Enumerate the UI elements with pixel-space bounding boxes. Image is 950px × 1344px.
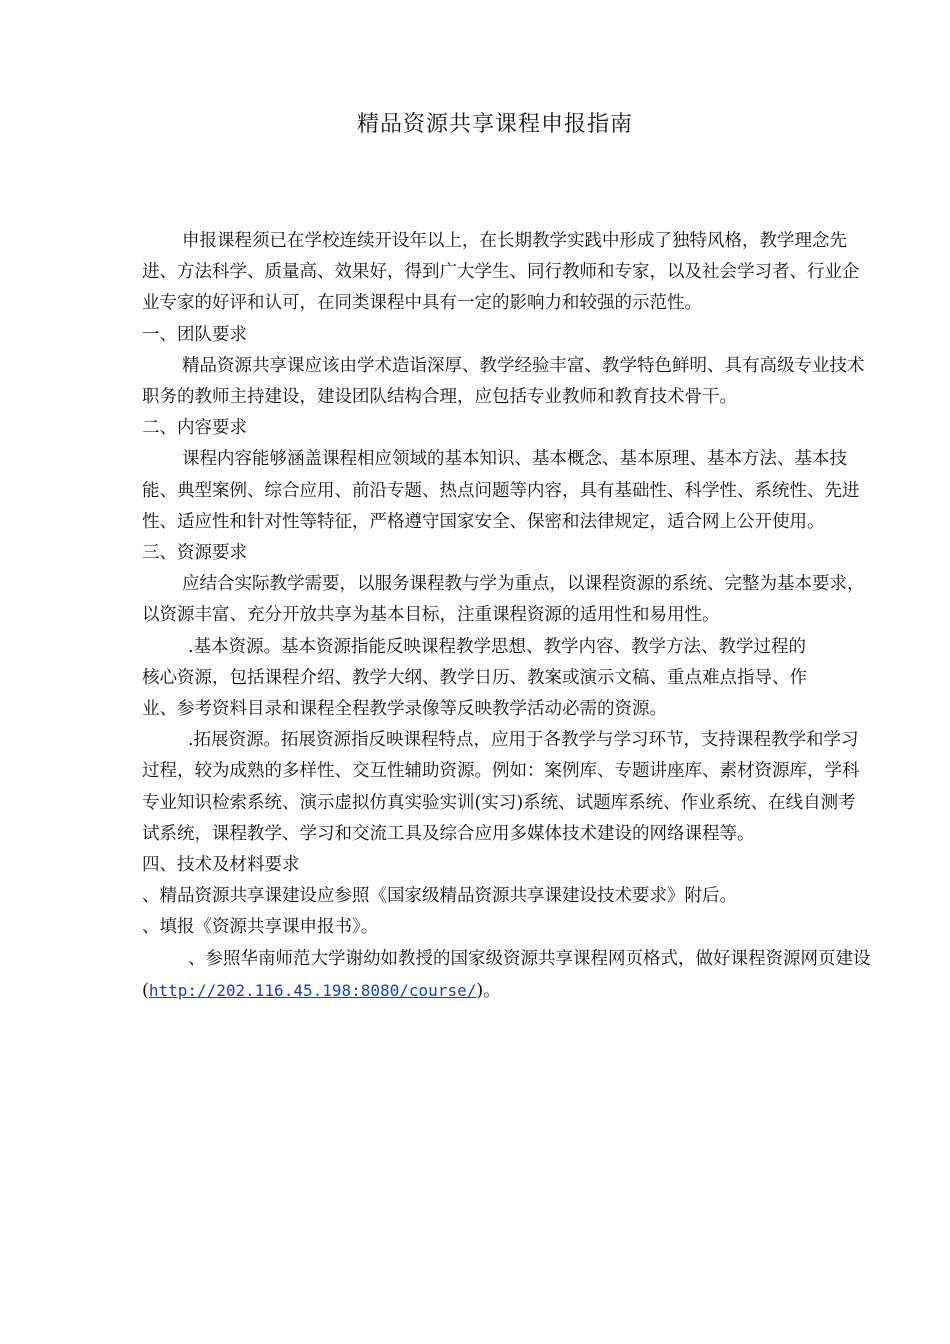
section-body-content: 课程内容能够涵盖课程相应领域的基本知识、基本概念、基本原理、基本方法、基本技能、典型案例、综合应用、前沿专题、热点问题等内容，具有基础性、科学性、系统性、先进性、适应性和针对性等特征，严格遵守国家安全、保密和法律规定，适合网上公开使用。	[142, 449, 860, 532]
list-item-technical-3-suffix: )。	[476, 980, 501, 1001]
section-heading-team: 一、团队要求	[142, 324, 247, 345]
list-item-technical-3	[142, 944, 872, 1007]
document-body	[142, 226, 872, 1007]
course-link[interactable]: http://202.116.45.198:8080/course/	[148, 980, 477, 1000]
section-heading-content: 二、内容要求	[142, 418, 247, 439]
list-item-extended-resources: .拓展资源。拓展资源指反映课程特点，应用于各教学与学习环节，支持课程教学和学习过程，较为成熟的多样性、交互性辅助资源。例如：案例库、专题讲座库、素材资源库，学科专业知识检索系统、演示虚拟仿真实验实训(实习)系统、试题库系统、作业系统、在线自测考试系统，课程教学、学习和交流工具及综合应用多媒体技术建设的网络课程等。	[142, 730, 860, 844]
list-item-technical-3-text: 、参照华南师范大学谢幼如教授的国家级资源共享课程网页格式，做好课程资源网页建设(	[142, 948, 871, 1001]
section-body-team: 精品资源共享课应该由学术造诣深厚、教学经验丰富、教学特色鲜明、具有高级专业技术职务的教师主持建设，建设团队结构合理，应包括专业教师和教育技术骨干。	[142, 355, 865, 408]
section-heading-technical: 四、技术及材料要求	[142, 855, 300, 876]
list-item-technical-2: 、填报《资源共享课申报书》。	[142, 917, 379, 938]
list-item-technical-1: 、精品资源共享课建设应参照《国家级精品资源共享课建设技术要求》附后。	[142, 886, 737, 907]
document-title: 精品资源共享课程申报指南	[356, 112, 633, 137]
intro-paragraph: 申报课程须已在学校连续开设年以上，在长期教学实践中形成了独特风格，教学理念先进、方法科学、质量高、效果好，得到广大学生、同行教师和专家，以及社会学习者、行业企业专家的好评和认可，在同类课程中具有一定的影响力和较强的示范性。	[142, 231, 860, 314]
section-heading-resources: 三、资源要求	[142, 543, 247, 564]
section-body-resources: 应结合实际教学需要，以服务课程教与学为重点，以课程资源的系统、完整为基本要求，以资源丰富、充分开放共享为基本目标，注重课程资源的适用性和易用性。	[142, 574, 865, 626]
list-item-basic-resources: .基本资源。基本资源指能反映课程教学思想、教学内容、教学方法、教学过程的核心资源，包括课程介绍、教学大纲、教学日历、教案或演示文稿、重点难点指导、作业、参考资料目录和课程全程教学录像等反映教学活动必需的资源。	[142, 636, 807, 720]
